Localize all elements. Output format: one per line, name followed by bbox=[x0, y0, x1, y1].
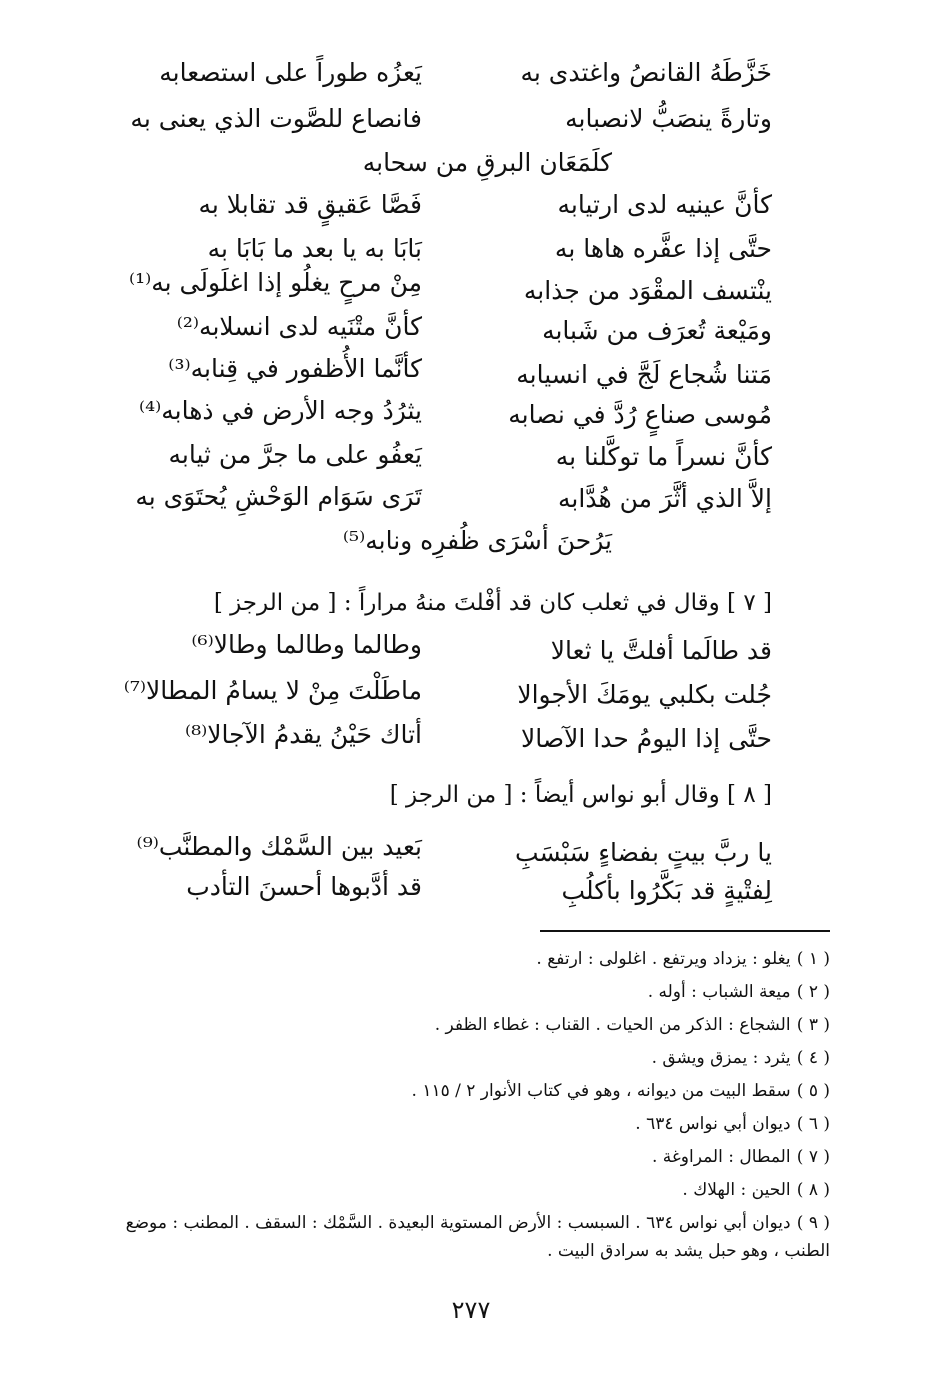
footnote-number: ( ٣ ) bbox=[796, 1015, 830, 1035]
verse-right: يا ربَّ بيتٍ بفضاءٍ سَبْسَبِ bbox=[514, 838, 772, 867]
footnote-number: ( ٢ ) bbox=[796, 982, 830, 1002]
footnote bbox=[90, 978, 830, 1006]
verse-left: كأنَّما الأُظفور في قِنابه⁽³⁾ bbox=[168, 354, 422, 383]
footnote-number: ( ٧ ) bbox=[796, 1147, 830, 1167]
footnote-text: يثرد : يمزق ويشق . bbox=[651, 1048, 791, 1068]
footnote-number: ( ١ ) bbox=[796, 949, 830, 969]
verse-left: قد أدَّبوها أحسنَ التأدب bbox=[186, 872, 422, 901]
verse-left: بَابَا به يا بعد ما بَابَا به bbox=[207, 234, 422, 263]
footnote-text: الحين : الهلاك . bbox=[682, 1180, 791, 1200]
section-heading: [ ٧ ] وقال في ثعلب كان قد أفْلتَ منهُ مراراً : [ من الرجز ] bbox=[213, 590, 772, 616]
verse-left: ماطَلْتَ مِنْ لا يسامُ المطالا⁽⁷⁾ bbox=[123, 676, 422, 705]
footnote-number: ( ٤ ) bbox=[796, 1048, 830, 1068]
footnote bbox=[90, 1176, 830, 1204]
verse-right: خَزَّطَهُ القانصُ واغتدى به bbox=[520, 58, 772, 87]
footnote bbox=[90, 1209, 830, 1265]
verse-right: كأنَّ عينيه لدى ارتيابه bbox=[557, 190, 772, 219]
footnote bbox=[90, 1044, 830, 1072]
verse-right: قد طالَما أفلتَّ يا ثعالا bbox=[550, 636, 772, 665]
verse-left: بَعيد بين السَّمْك والمطنَّب⁽⁹⁾ bbox=[136, 832, 422, 861]
verse-center: يَرُحنَ أسْرَى ظُفرِه ونابه⁽⁵⁾ bbox=[342, 526, 612, 555]
footnote-text: ميعة الشباب : أوله . bbox=[647, 982, 791, 1002]
verse-right: إلاَّ الذي أثَّرَ من هُدَّابه bbox=[558, 484, 772, 513]
verse-left: يَعفُو على ما جرَّ من ثيابه bbox=[168, 440, 422, 469]
footnote-text: المطال : المراوغة . bbox=[651, 1147, 791, 1167]
footnote-number: ( ٩ ) bbox=[796, 1213, 830, 1233]
page-number: ٢٧٧ bbox=[451, 1296, 491, 1324]
section-heading: [ ٨ ] وقال أبو نواس أيضاً : [ من الرجز ] bbox=[389, 782, 772, 808]
footnote-text: ديوان أبي نواس ٦٣٤ . bbox=[635, 1114, 791, 1134]
verse-center: كلَمَعَان البرقِ من سحابه bbox=[362, 148, 612, 177]
verse-right: حتَّى إذا اليومُ حدا الآصالا bbox=[521, 724, 772, 753]
footnote bbox=[90, 1011, 830, 1039]
verse-right: وتارةً ينصَبُّ لانصبابه bbox=[565, 104, 772, 133]
verse-left: أتاك حَيْنُ يقدمُ الآجالا⁽⁸⁾ bbox=[184, 720, 422, 749]
footnote-text: ديوان أبي نواس ٦٣٤ . السبسب : الأرض المستوية البعيدة . السَّمْك : السقف . المطنب : موضع الطنب ، وهو حبل يشد به سرادق البيت . bbox=[125, 1213, 830, 1261]
verse-left: مِنْ مرحٍ يغلُو إذا اغلَولَى به⁽¹⁾ bbox=[128, 268, 422, 297]
verse-right: مُوسى صناعٍ رُدَّ في نصابه bbox=[508, 400, 772, 429]
verse-right: مَتنا شُجاع لَجَّ في انسيابه bbox=[516, 360, 772, 389]
footnote bbox=[90, 1077, 830, 1105]
verse-right: حتَّى إذا عفَّره هاها به bbox=[554, 234, 772, 263]
verse-left: يثرُدُ وجه الأرض في ذهابه⁽⁴⁾ bbox=[138, 396, 422, 425]
footnote-separator bbox=[540, 930, 830, 932]
verse-left: يَعزُه طوراً على استصعابه bbox=[159, 58, 422, 87]
footnote-number: ( ٦ ) bbox=[796, 1114, 830, 1134]
verse-right: لِفتْيةٍ قد بَكَّرُوا بأكلُبِ bbox=[561, 876, 772, 905]
verse-right: كأنَّ نسراً ما توكَّلنا به bbox=[555, 442, 772, 471]
footnote bbox=[90, 1110, 830, 1138]
footnote bbox=[90, 945, 830, 973]
footnote-text: الشجاع : الذكر من الحيات . القناب : غطاء الظفر . bbox=[434, 1015, 791, 1035]
verse-left: كأنَّ متْنَيه لدى انسلابه⁽²⁾ bbox=[176, 312, 422, 341]
footnote-number: ( ٨ ) bbox=[796, 1180, 830, 1200]
verse-right: ومَيْعة تُعرَف من شَبابه bbox=[542, 316, 772, 345]
verse-left: فانصاع للصَّوت الذي يعنى به bbox=[130, 104, 422, 133]
footnote bbox=[90, 1143, 830, 1171]
footnote-text: سقط البيت من ديوانه ، وهو في كتاب الأنوار ٢ / ١١٥ . bbox=[411, 1081, 791, 1101]
footnote-number: ( ٥ ) bbox=[796, 1081, 830, 1101]
footnote-text: يغلو : يزداد ويرتفع . اغلولى : ارتفع . bbox=[536, 949, 791, 969]
verse-left: وطالما وطالما وطالا⁽⁶⁾ bbox=[191, 630, 422, 659]
verse-left: تَرَى سَوَام الوَحْشِ يُحتَوَى به bbox=[135, 482, 422, 511]
verse-right: جُلت بكلبي يومَكَ الأجوالا bbox=[517, 680, 772, 709]
verse-left: فَصَّا عَقيقٍ قد تقابلا به bbox=[198, 190, 422, 219]
verse-right: ينْتسف المقْوَد من جذابه bbox=[523, 276, 772, 305]
